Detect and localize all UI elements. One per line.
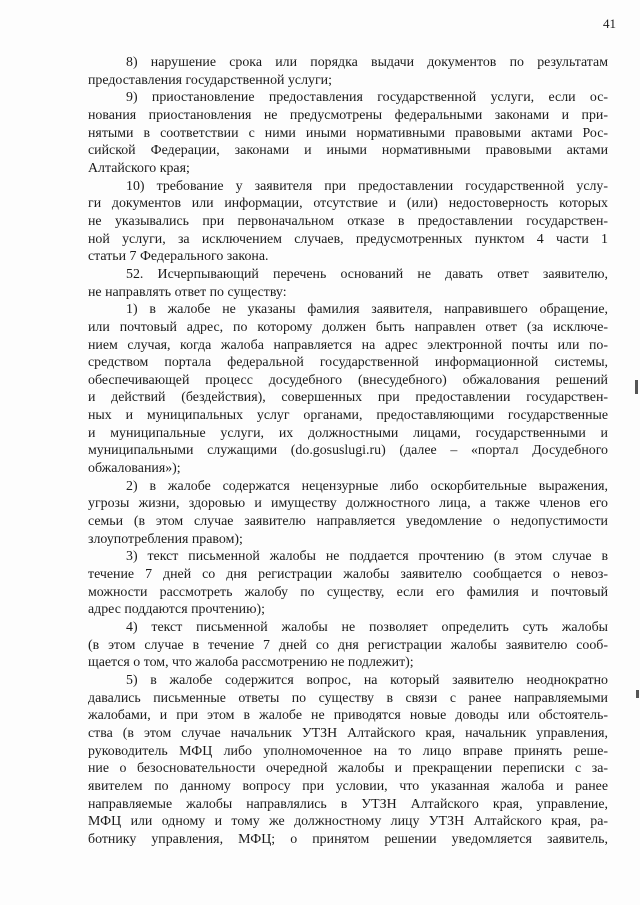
text-line: 1) в жалобе не указаны фамилия заявителя, направившего обращение, bbox=[126, 302, 608, 318]
text-line: направляемые жалобы направлялись в УТЗН Алтайского края, управление, bbox=[88, 796, 608, 812]
text-line: не указывались при первоначальном отказе в предоставлении государствен- bbox=[88, 213, 608, 229]
text-line: ства (в этом случае начальник УТЗН Алтайского края, начальник управления, bbox=[88, 725, 608, 741]
text-line: злоупотребления правом); bbox=[88, 531, 243, 547]
text-line: обжалования»); bbox=[88, 461, 181, 477]
text-line: нием случая, когда жалоба направляется на адрес электронной почты или по- bbox=[88, 337, 608, 353]
text-line: 5) в жалобе содержится вопрос, на который заявителю неоднократно bbox=[126, 672, 608, 688]
scan-artifact-mark-small bbox=[636, 690, 639, 698]
text-line: 9) приостановление предоставления государственной услуги, если ос- bbox=[126, 90, 608, 106]
scan-artifact-mark bbox=[635, 380, 638, 394]
text-line: 8) нарушение срока или порядка выдачи документов по результатам bbox=[126, 55, 608, 70]
text-line: ние о безосновательности очередной жалобы и прекращении переписки с за- bbox=[88, 761, 608, 777]
text-line: ги документов или информации, отсутствие и (или) недостоверность которых bbox=[88, 196, 608, 212]
text-line: 4) текст письменной жалобы не позволяет определить суть жалобы bbox=[126, 620, 608, 635]
text-line: ботнику управления, МФЦ; о принятом решении уведомляется заявитель, bbox=[88, 831, 608, 847]
text-line: (в этом случае в течение 7 дней со дня регистрации жалобы заявителю сооб- bbox=[88, 637, 608, 653]
text-line: ных и муниципальных услуг органами, предоставляющими государственные bbox=[88, 408, 608, 424]
text-line: и действий (бездействия), совершенных при предоставлении государствен- bbox=[88, 390, 608, 406]
text-line: Алтайского края; bbox=[88, 160, 190, 176]
text-line: сийской Федерации, законами и иными нормативными правовыми актами bbox=[88, 143, 608, 159]
text-line: явителем по данному вопросу при условии, что указанная жалоба и ранее bbox=[88, 778, 608, 794]
text-line: можности рассмотреть жалобу по существу, если его фамилия и почтовый bbox=[88, 584, 608, 600]
text-line: и муниципальные услуги, их должностными лицами, государственными и bbox=[88, 425, 608, 441]
page-number: 41 bbox=[603, 16, 616, 31]
text-line: угрозы жизни, здоровью и имуществу должностного лица, а также членов его bbox=[88, 496, 608, 512]
text-line: нятыми в соответствии с ними иными нормативными правовыми актами Рос- bbox=[88, 125, 608, 141]
text-line: обеспечивающей процесс досудебного (внесудебного) обжалования решений bbox=[88, 372, 608, 388]
text-line: течение 7 дней со дня регистрации жалобы заявителю сообщается о невоз- bbox=[88, 567, 608, 583]
document-body bbox=[88, 54, 608, 849]
text-line: руководитель МФЦ либо уполномоченное на то лицо вправе принять реше- bbox=[88, 743, 608, 759]
text-line: 52. Исчерпывающий перечень оснований не давать ответ заявителю, bbox=[126, 266, 608, 282]
text-line: 3) текст письменной жалобы не поддается прочтению (в этом случае в bbox=[126, 549, 608, 565]
text-line: нования приостановления не предусмотрены федеральными законами и при- bbox=[88, 107, 608, 123]
text-line: МФЦ или одному и тому же должностному лицу УТЗН Алтайского края, ра- bbox=[88, 814, 608, 830]
text-line: статьи 7 Федерального закона. bbox=[88, 249, 269, 265]
text-line: средством портала федеральной государственной информационной системы, bbox=[88, 355, 608, 371]
text-line: адрес поддаются прочтению); bbox=[88, 602, 265, 618]
text-line: семьи (в этом случае заявителю направляется уведомление о недопустимости bbox=[88, 514, 608, 530]
text-line: муниципальными служащими (do.gosuslugi.ru) (далее – «портал Досудебного bbox=[88, 443, 608, 459]
text-line: жалобами, и при этом в жалобе не приводятся новые доводы или обстоятель- bbox=[88, 708, 608, 724]
text-line: щается о том, что жалоба рассмотрению не подлежит); bbox=[88, 655, 414, 671]
text-line: ной услуги, за исключением случаев, предусмотренных пунктом 4 части 1 bbox=[88, 231, 608, 247]
text-line: 10) требование у заявителя при предоставлении государственной услу- bbox=[126, 178, 608, 194]
text-line: давались письменные ответы по существу в связи с ранее направляемыми bbox=[88, 690, 608, 706]
text-line: 2) в жалобе содержатся нецензурные либо оскорбительные выражения, bbox=[126, 478, 608, 494]
text-line: или почтовый адрес, по которому должен быть направлен ответ (за исключе- bbox=[88, 319, 608, 335]
text-line: не направлять ответ по существу: bbox=[88, 284, 287, 300]
text-line: предоставления государственной услуги; bbox=[88, 72, 332, 88]
